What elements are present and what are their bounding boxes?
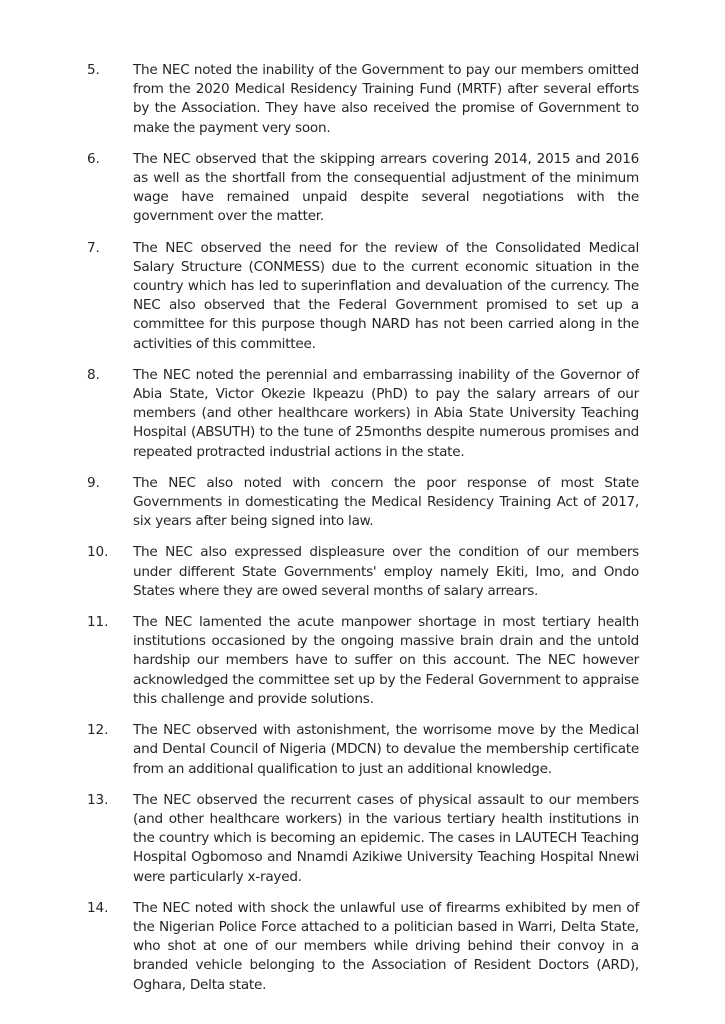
item-text: The NEC also expressed displeasure over the condition of our members under different State Governments' employ namely Ekiti, Imo, and Ondo States where they are owed several months of salary arrears. — [133, 544, 639, 599]
item-number: 12. — [87, 722, 109, 739]
list-item-14 — [87, 899, 639, 995]
item-text: The NEC also noted with concern the poor response of most State Governments in domesticating the Medical Residency Training Act of 2017, six years after being signed into law. — [133, 474, 639, 530]
item-number: 7. — [87, 239, 100, 256]
list-item-11 — [87, 613, 639, 709]
list-item-13 — [87, 791, 639, 887]
list-item-8 — [87, 366, 639, 462]
list-item-6 — [87, 150, 639, 227]
list-item-7 — [87, 239, 639, 354]
item-text: The NEC lamented the acute manpower shortage in most tertiary health institutions occasioned by the ongoing massive brain drain and the untold hardship our members have to suffer on this account. The NEC however acknowledged the committee set up by the Federal Government to appraise this challenge and provide solutions. — [133, 614, 639, 707]
item-text: The NEC noted the inability of the Government to pay our members omitted from the 2020 Medical Residency Training Fund (MRTF) after several efforts by the Association. They have also received the promise of Government to make the payment very soon. — [133, 62, 639, 136]
item-number: 9. — [87, 474, 100, 491]
item-text: The NEC noted with shock the unlawful use of firearms exhibited by men of the Nigerian Police Force attached to a politician based in Warri, Delta State, who shot at one of our members while driving behind their convoy in a branded vehicle belonging to the Association of Resident Doctors (ARD), Oghara, Delta state. — [133, 899, 639, 993]
item-text: The NEC observed the recurrent cases of physical assault to our members (and other healthcare workers) in the various tertiary health institutions in the country which is becoming an epidemic. The cases in LAUTECH Teaching Hospital Ogbomoso and Nnamdi Azikiwe University Teaching Hospital Nnewi were particularly x-rayed. — [133, 791, 639, 885]
item-text: The NEC noted the perennial and embarrassing inability of the Governor of Abia State, Victor Okezie Ikpeazu (PhD) to pay the salary arrears of our members (and other healthcare workers) in Abia State University Teaching Hospital (ABSUTH) to the tune of 25months despite numerous promises and repeated protracted industrial actions in the state. — [133, 366, 639, 460]
item-number: 11. — [87, 614, 109, 631]
item-number: 14. — [87, 899, 109, 916]
item-number: 8. — [87, 366, 100, 383]
item-text: The NEC observed with astonishment, the worrisome move by the Medical and Dental Council of Nigeria (MDCN) to devalue the membership certificate from an additional qualification to just an additional knowledge. — [133, 722, 639, 777]
list-item-9 — [87, 474, 639, 532]
item-text: The NEC observed the need for the review of the Consolidated Medical Salary Structure (CONMESS) due to the current economic situation in the country which has led to superinflation and devaluation of the currency. The NEC also observed that the Federal Government promised to set up a committee for this purpose though NARD has not been carried along in the activities of this committee. — [133, 239, 639, 352]
item-number: 6. — [87, 150, 100, 167]
list-item-12 — [87, 721, 639, 779]
list-item-5 — [87, 61, 639, 138]
document-page — [87, 61, 639, 1007]
item-number: 13. — [87, 791, 109, 808]
item-text: The NEC observed that the skipping arrears covering 2014, 2015 and 2016 as well as the shortfall from the consequential adjustment of the minimum wage have remained unpaid despite several negotiations with the government over the matter. — [133, 150, 639, 225]
list-item-10 — [87, 543, 639, 601]
item-number: 10. — [87, 544, 109, 561]
item-number: 5. — [87, 62, 100, 78]
